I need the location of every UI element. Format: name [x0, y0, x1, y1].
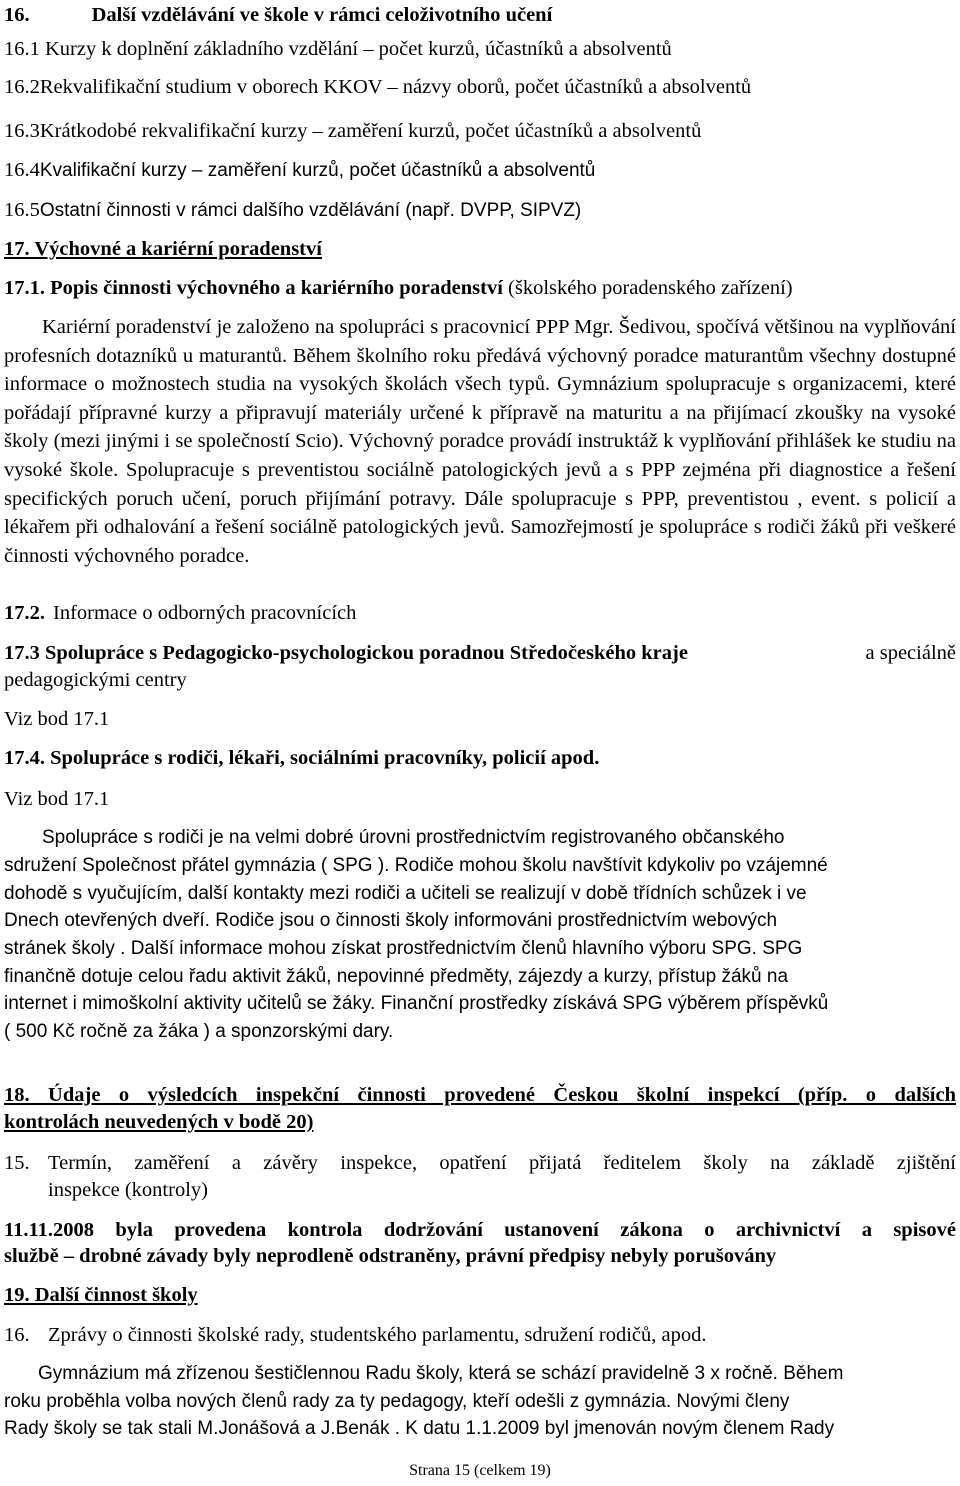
s17-2-text: Informace o odborných pracovnících [53, 602, 357, 624]
s15-line2: inspekce (kontroly) [48, 1179, 208, 1201]
final-line: Gymnázium má zřízenou šestičlennou Radu školy, která se schází pravidelně 3 x ročně. Během [38, 1363, 844, 1384]
s16b-number: 16. [4, 1324, 30, 1346]
final-line: Rady školy se tak stali M.Jonášová a J.Benák . K datu 1.1.2009 byl jmenován novým členem Rady [4, 1418, 835, 1439]
s17-4-line: Dnech otevřených dveří. Rodiče jsou o činnosti školy informováni prostřednictvím webových [4, 910, 778, 931]
s17-1-paragraph [4, 313, 956, 570]
s16-4-number: 16.4 [4, 159, 40, 181]
s16-1-line: 16.1 Kurzy k doplnění základního vzdělání – počet kurzů, účastníků a absolventů [4, 38, 672, 60]
s17-1-paragraph-text: Kariérní poradenství je založeno na spolupráci s pracovnicí PPP Mgr. Šedivou, spočívá většinou na vyplňování profesních dotazníků u maturantů. Během školního roku předává výchovný poradce maturantům všechny dostupné informace o možnostech studia na vysokých školách všech typů. Gymnázium spolupracuje s organizacemi, které pořádají přípravné kurzy a připravují materiály určené k přípravě na maturitu a na přijímací zkoušky na vysoké školy (mezi jinými i se společností Scio). Výchovný poradce provádí instruktáž k vyplňování přihlášek ke studiu na vysoké škole. Spolupracuje s preventistou sociálně patologických jevů a s PPP zejména při diagnostice a řešení specifických poruch učení, poruch přijímání potravy. Dále spolupracuje s PPP, preventistou , event. s policií a lékařem při odhalování a řešení sociálně patologických jevů. Samozřejmostí je spolupráce s rodiči žáků při veškeré činnosti výchovného poradce. [4, 316, 956, 567]
s16-2-line: 16.2Rekvalifikační studium v oborech KKOV – názvy oborů, počet účastníků a absolventů [4, 76, 752, 98]
viz-bod-2: Viz bod 17.1 [4, 788, 110, 810]
s18-heading-line1: 18. Údaje o výsledcích inspekční činnosti provedené Českou školní inspekcí (příp. o dalších [4, 1084, 956, 1106]
s17-3-line2: pedagogickými centry [4, 669, 187, 691]
s17-4-line: sdružení Společnost přátel gymnázia ( SPG ). Rodiče mohou školu navštívit kdykoliv po vzájemné [4, 855, 828, 876]
s17-1-heading [4, 275, 793, 301]
s16-5-line [4, 197, 581, 224]
s16-5-text: Ostatní činnosti v rámci dalšího vzdělávání (např. DVPP, SIPVZ) [39, 200, 582, 221]
s17-4-line: stránek školy . Další informace mohou získat prostřednictvím členů hlavního výboru SPG. SPG [4, 938, 803, 959]
viz-bod-1: Viz bod 17.1 [4, 708, 110, 730]
s16-5-number: 16.5 [4, 199, 40, 221]
s16-number: 16. [4, 4, 30, 26]
s17-4-line: Spolupráce s rodiči je na velmi dobré úrovni prostřednictvím registrovaného občanského [42, 827, 785, 848]
inspection-line1: 11.11.2008 byla provedena kontrola dodržování ustanovení zákona o archivnictví a spisové [4, 1219, 956, 1241]
s17-3-heading-rest: a speciálně [865, 642, 956, 664]
s17-4-line: dohodě s vyučujícím, další kontakty mezi rodiči a učiteli se realizují v době třídních schůzek i ve [4, 883, 807, 904]
s19-heading: 19. Další činnost školy [4, 1284, 198, 1306]
s17-2-number: 17.2. [4, 602, 45, 624]
inspection-line2: službě – drobné závady byly neprodleně odstraněny, právní předpisy nebyly porušovány [4, 1245, 777, 1267]
s17-3-heading [4, 640, 956, 666]
page-footer: Strana 15 (celkem 19) [409, 1462, 551, 1479]
final-line: roku proběhla volba nových členů rady za ty pedagogy, kteří odešli z gymnázia. Novými členy [4, 1391, 790, 1412]
s16-title: Další vzdělávání ve škole v rámci celoživotního učení [91, 4, 553, 26]
s17-3-heading-bold: 17.3 Spolupráce s Pedagogicko-psychologickou poradnou Středočeského kraje [4, 642, 688, 664]
s18-heading-line2: kontrolách neuvedených v bodě 20) [4, 1111, 314, 1133]
s17-4-line: ( 500 Kč ročně za žáka ) a sponzorskými dary. [4, 1021, 394, 1042]
s17-1-heading-bold: 17.1. Popis činnosti výchovného a kariérního poradenství [4, 277, 503, 299]
s16-heading [4, 2, 552, 28]
s17-4-line: internet i mimoškolní aktivity učitelů se žáky. Finanční prostředky získává SPG výběrem příspěvků [4, 993, 829, 1014]
s17-4-heading: 17.4. Spolupráce s rodiči, lékaři, sociálními pracovníky, policií apod. [4, 747, 600, 769]
s17-1-heading-rest: (školského poradenského zařízení) [502, 277, 793, 299]
s15-line1: Termín, zaměření a závěry inspekce, opatření přijatá ředitelem školy na základě zjištění [48, 1152, 956, 1174]
s16-4-text: Kvalifikační kurzy – zaměření kurzů, počet účastníků a absolventů [39, 160, 596, 181]
s17-heading: 17. Výchovné a kariérní poradenství [4, 238, 322, 260]
s16-4-line [4, 157, 595, 184]
s17-2-heading [4, 600, 356, 626]
s17-4-line: finančně dotuje celou řadu aktivit žáků, nepovinné předměty, zájezdy a kurzy, přístup žáků na [4, 966, 789, 987]
s16-3-line: 16.3Krátkodobé rekvalifikační kurzy – zaměření kurzů, počet účastníků a absolventů [4, 120, 702, 142]
s16b-text: Zprávy o činnosti školské rady, studentského parlamentu, sdružení rodičů, apod. [48, 1324, 707, 1346]
s15-number: 15. [4, 1152, 30, 1174]
